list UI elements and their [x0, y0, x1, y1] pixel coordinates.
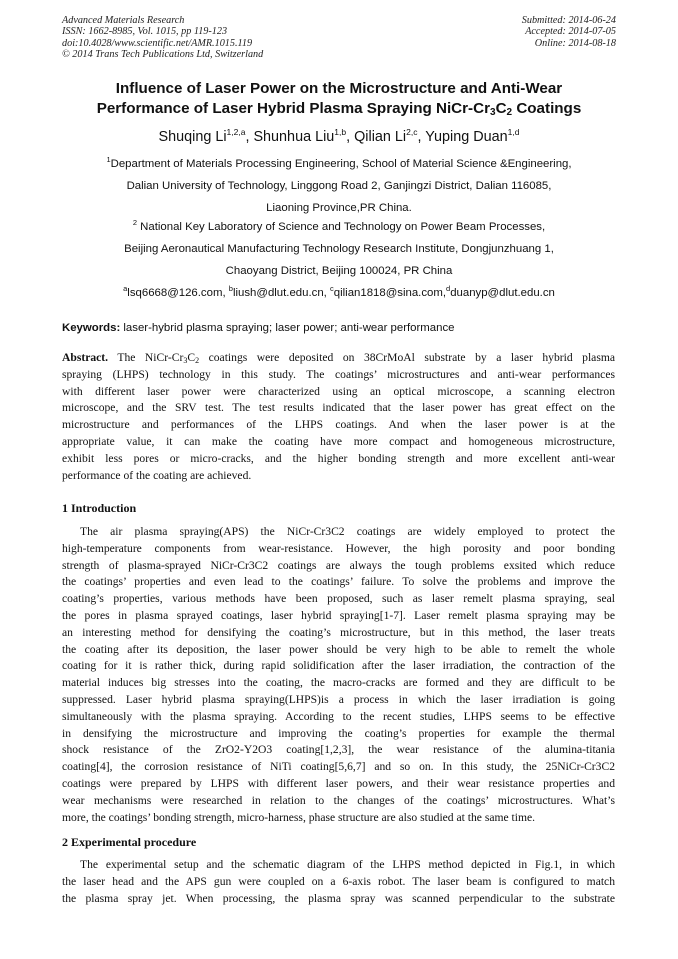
affiliation-2-line-2: Beijing Aeronautical Manufacturing Technology Research Institute, Dongjunzhuang 1,	[124, 243, 554, 255]
intro-line: the coatings’ properties and even lead to the coatings’ failure. To solve the problems and improve the	[62, 575, 615, 589]
intro-line: shock resistance of the ZrO2-Y2O3 coating[1,2,3], the wear resistance of the alumina-titania	[62, 743, 615, 757]
intro-line: coating[4], the corrosion resistance of NiTi coating[5,6,7] and so on. In this study, the 25NiCr-Cr3C2	[62, 760, 615, 774]
intro-line: the pores in plasma sprayed coatings, laser hybrid spraying[1-7]. Laser remelt plasma spraying may be	[62, 608, 615, 622]
author: Shunhua Liu$^{1,b}$,	[253, 127, 355, 145]
abstract-line: appropriate value, it can make the coating have more compact and homogeneous microstructure,	[62, 434, 615, 448]
journal-doi: doi:10.4028/www.scientific.net/AMR.1015.119	[62, 37, 253, 49]
abstract-line: microscope, and the SRV test. The test results indicated that the laser power has great effect on the	[62, 401, 615, 415]
intro-line: suppressed. Laser hybrid plasma spraying(LHPS)is a process in which the laser irradiation is going	[62, 692, 615, 706]
journal-info	[62, 15, 263, 61]
section-heading-introduction: 1 Introduction	[62, 501, 137, 515]
abstract-line: microstructure and performances of the LHPS coatings. And when the laser power is at the	[62, 418, 615, 432]
experimental-body	[62, 857, 615, 907]
abstract-line: performance of the coating are achieved.	[62, 468, 252, 482]
intro-line: simultaneously with the plasma spraying. According to the recent studies, LHPS seems to be effective	[62, 709, 615, 723]
affiliation-1-line-3: Liaoning Province,PR China.	[266, 202, 412, 214]
affiliation-2-line-1: $^2$ National Key Laboratory of Science and Technology on Power Beam Processes,	[132, 218, 546, 233]
keywords-text: laser-hybrid plasma spraying; laser power; anti-wear performance	[120, 322, 455, 334]
author-list	[40, 128, 638, 146]
journal-issn: ISSN: 1662-8985, Vol. 1015, pp 119-123	[62, 26, 228, 38]
online-date: Online: 2014-08-18	[534, 37, 616, 49]
keywords-label: Keywords:	[62, 322, 121, 334]
journal-name: Advanced Materials Research	[62, 15, 185, 26]
affiliation-1-line-2: Dalian University of Technology, Linggong Road 2, Ganjingzi District, Dalian 116085,	[126, 180, 552, 192]
abstract-line: Abstract. The NiCr-$Cr_3C_2$ coatings were deposited on 38CrMoAl substrate by a laser hybrid plasma	[62, 351, 615, 365]
email-link[interactable]: liush@dlut.edu.cn,	[232, 287, 331, 299]
intro-line: in densifying the microstructure and improving the coating’s properties for example the thermal	[62, 726, 615, 740]
author: Qilian Li$^{2,c}$,	[354, 127, 426, 145]
introduction-body	[62, 524, 615, 826]
intro-line: coatings were prepared by LHPS with different laser powers, and their wear resistance properties and	[62, 776, 615, 790]
experimental-line: the laser head and the APS gun were coupled on a 6-axis robot. The laser beam is configured to match	[62, 874, 615, 888]
intro-line: The air plasma spraying(APS) the NiCr-Cr3C2 coatings are widely employed to protect the	[80, 525, 615, 538]
abstract-line: spraying (LHPS) technology in this study. The coatings’ microstructures and anti-wear performances	[62, 367, 615, 381]
author: Yuping Duan$^{1,d}$	[425, 127, 520, 145]
email-link[interactable]: qilian1818@sina.com,	[333, 287, 447, 299]
abstract-line: with different laser power were characterized using an optical microscope, a scanning electron	[62, 384, 615, 398]
author: Shuqing Li$^{1,2,a}$,	[158, 127, 254, 145]
author-emails: $^a$lsq6668@126.com, $^b$liush@dlut.edu.cn, $^c$qilian1818@sina.com,$^d$duanyp@dlut.edu.cn	[123, 284, 555, 299]
abstract-label: Abstract.	[62, 351, 109, 364]
submission-dates	[522, 15, 616, 49]
paper-title	[40, 79, 638, 119]
title-line-2: Performance of Laser Hybrid Plasma Spraying NiCr-$Cr_3C_2$ Coatings	[96, 100, 582, 118]
affiliation-2-line-3: Chaoyang District, Beijing 100024, PR China	[225, 265, 453, 277]
intro-line: coating’s properties, various methods have been proposed, such as laser remelt plasma spraying, seal	[62, 592, 615, 606]
intro-line: the coating after its deposition, the laser power should be very high to be able to remelt the whole	[62, 642, 615, 656]
submitted-date: Submitted: 2014-06-24	[521, 15, 616, 26]
intro-line: wear mechanisms were researched in relation to the changes of the coatings’ microstructures. What’s	[62, 793, 615, 807]
email-link[interactable]: lsq6668@126.com,	[127, 287, 229, 299]
keywords	[62, 321, 455, 335]
experimental-line: the plasma spray jet. When processing, the plasma spray was scanned perpendicular to the substrate	[62, 891, 615, 905]
affiliation-1-line-1: $^1$Department of Materials Processing Engineering, School of Material Science &Engineering,	[106, 155, 572, 170]
section-heading-experimental: 2 Experimental procedure	[62, 835, 197, 849]
experimental-line: The experimental setup and the schematic diagram of the LHPS method depicted in Fig.1, in which	[80, 858, 615, 871]
journal-copyright: © 2014 Trans Tech Publications Ltd, Switzerland	[62, 49, 264, 61]
intro-line: high-temperature components from wear-resistance. However, the high porosity and poor bonding	[62, 541, 615, 555]
abstract	[62, 350, 615, 484]
intro-line: an interesting method for densifying the coating’s microstructure, but in this method, the laser treats	[62, 625, 615, 639]
intro-line: more, the coatings’ bonding strength, micro-harness, phase structure are also studied at the same time.	[62, 810, 536, 824]
intro-line: material induces big stresses into the coating, the macro-cracks are formed and they are difficult to be	[62, 676, 615, 690]
accepted-date: Accepted: 2014-07-05	[525, 26, 616, 38]
intro-line: coating for it is rather thick, during rapid solidification after the laser irradiation, the contraction of the	[62, 659, 615, 673]
email-link[interactable]: duanyp@dlut.edu.cn	[450, 287, 555, 299]
intro-line: strength of plasma-sprayed NiCr-Cr3C2 coatings are always the tough problems exsited which reduce	[62, 558, 615, 572]
title-line-1: Influence of Laser Power on the Microstructure and Anti-Wear	[115, 80, 563, 97]
abstract-line: exhibit less pores or micro-cracks, and the higher bonding strength and more excellent anti-wear	[62, 451, 615, 465]
